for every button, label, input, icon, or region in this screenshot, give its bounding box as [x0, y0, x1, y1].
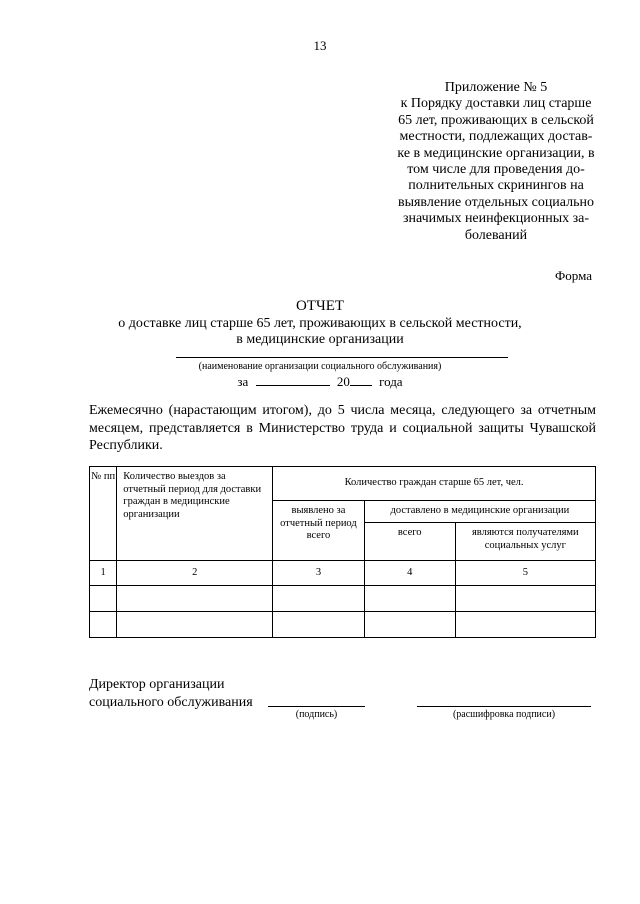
column-number: 4 [364, 561, 455, 586]
table-cell[interactable] [273, 612, 365, 638]
table-row [90, 586, 596, 612]
report-subtitle [0, 316, 640, 348]
signature-decode-caption: (расшифровка подписи) [452, 709, 556, 720]
header-found: выявлено за отчетный период всего [273, 501, 365, 561]
table-cell[interactable] [90, 586, 117, 612]
appendix-line: ке в медицинские организации, в [397, 145, 595, 161]
signature-caption: (подпись) [295, 709, 338, 720]
header-delivered-total: всего [364, 523, 455, 561]
table-cell[interactable] [117, 586, 273, 612]
table-row [90, 612, 596, 638]
org-name-field[interactable] [176, 357, 508, 358]
table-cell[interactable] [364, 586, 455, 612]
column-number: 2 [117, 561, 273, 586]
column-number: 1 [90, 561, 117, 586]
appendix-line: выявление отдельных социально [397, 194, 595, 210]
intro-paragraph: Ежемесячно (нарастающим итогом), до 5 числа месяца, следующего за отчетным месяцем, представляется в Министерство труда и социальной защиты Чувашской Республики. [89, 403, 596, 453]
report-subtitle-line: о доставке лиц старше 65 лет, проживающих в сельской местности, [118, 316, 522, 331]
period-suffix: года [379, 374, 403, 389]
org-name-caption: (наименование организации социального обслуживания) [198, 361, 442, 372]
column-number: 3 [273, 561, 365, 586]
report-subtitle-line: в медицинские организации [236, 332, 404, 347]
period-year-field[interactable] [350, 374, 372, 386]
header-delivered: доставлено в медицинские организации [364, 501, 595, 523]
appendix-block [378, 80, 614, 244]
period-year-prefix: 20 [336, 374, 350, 389]
header-no: № пп [90, 467, 117, 561]
report-title: ОТЧЕТ [295, 298, 345, 314]
appendix-line: местности, подлежащих достав- [399, 129, 593, 145]
appendix-line: Приложение № 5 [444, 80, 548, 95]
column-number: 5 [455, 561, 595, 586]
header-recipients: являются получателями социальных услуг [455, 523, 595, 561]
appendix-line: полнительных скринингов на [408, 178, 584, 194]
header-trips: Количество выездов за отчетный период для доставки граждан в медицинские организации [117, 467, 273, 561]
appendix-line: к Порядку доставки лиц старше [400, 96, 592, 112]
signature-position-line: Директор организации [89, 677, 225, 692]
table-cell[interactable] [455, 612, 595, 638]
signature-field[interactable] [268, 706, 365, 707]
signature-position-line: социального обслуживания [89, 695, 253, 710]
period-line [0, 374, 640, 390]
table-cell[interactable] [117, 612, 273, 638]
report-table [89, 466, 596, 638]
table-cell[interactable] [364, 612, 455, 638]
form-label: Форма [555, 268, 592, 283]
signature-decode-field[interactable] [417, 706, 591, 707]
signature-position [89, 676, 253, 712]
page-number: 13 [313, 38, 327, 53]
period-date-field[interactable] [256, 374, 330, 386]
appendix-line: 65 лет, проживающих в сельской [398, 112, 594, 128]
appendix-line: значимых неинфекционных за- [402, 211, 590, 227]
appendix-line: том числе для проведения до- [407, 162, 585, 178]
table-cell[interactable] [455, 586, 595, 612]
table-cell[interactable] [90, 612, 117, 638]
period-prefix: за [237, 374, 249, 389]
header-citizens: Количество граждан старше 65 лет, чел. [273, 467, 596, 501]
table-cell[interactable] [273, 586, 365, 612]
appendix-line: болеваний [464, 227, 528, 243]
